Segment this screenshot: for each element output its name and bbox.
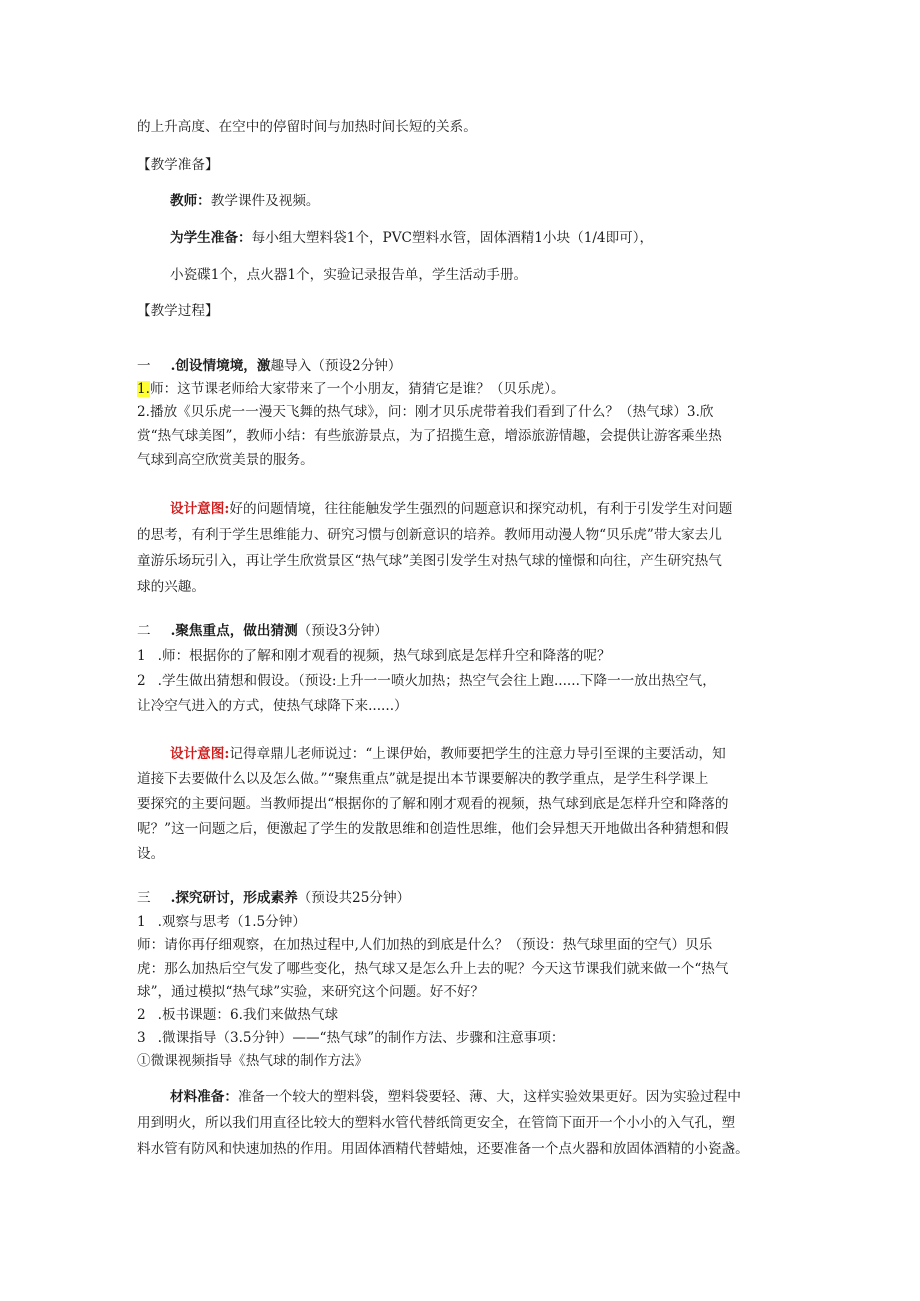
section3-item2-num: 2	[137, 1007, 146, 1023]
section3-material-line1	[170, 1088, 741, 1106]
section1-design-text1: 好的问题情境，往往能触发学生强烈的问题意识和探究动机，有利于引发学生对问题	[229, 501, 733, 517]
section1-item1-num: 1.	[137, 381, 150, 397]
section3-teacher-line2: 虎：那么加热后空气发了哪些变化，热气球又是怎么升上去的呢？今天这节课我们就来做一个“热气	[137, 961, 729, 977]
section3-num: 三	[137, 890, 151, 906]
material-text1: 准备一个较大的塑料袋，塑料袋要轻、薄、大，这样实验效果更好。因为实验过程中	[237, 1089, 741, 1105]
section2-design-line4: 呢？”这一问题之后，便激起了学生的发散思维和创造性思维，他们会异想天开地做出各种猜想和假	[137, 821, 729, 837]
section3-item3	[137, 1029, 565, 1047]
prep-student	[170, 229, 653, 247]
section3-item3-num: 3	[137, 1030, 146, 1046]
section2-item2-text: .学生做出猜想和假设。（预设:上升一一喷火加热；热空气会往上跑......下降一一放出热空气，	[157, 673, 716, 689]
intro-line: 的上升高度、在空中的停留时间与加热时间长短的关系。	[137, 119, 477, 135]
prep-student-2: 小瓷碟1个，点火器1个，实验记录报告单，学生活动手册。	[170, 267, 528, 283]
section3-title-rest: （预设共25分钟）	[297, 890, 411, 906]
section1-item2-line3: 气球到高空欣赏美景的服务。	[137, 452, 314, 468]
section1-design-line3: 童游乐场玩引入，再让学生欣赏景区“热气球”美图引发学生对热气球的憧憬和向往，产生研究热气	[137, 553, 722, 569]
section1-design-line1	[170, 500, 732, 518]
section2-item1-text: .师：根据你的了解和刚才观看的视频，热气球到底是怎样升空和降落的呢？	[157, 648, 611, 664]
section2-design-line3: 要探究的主要问题。当教师提出“根据你的了解和刚才观看的视频，热气球到底是怎样升空和降落的	[137, 796, 729, 812]
teacher-text: 教学课件及视频。	[210, 193, 320, 209]
section3-item1-text: .观察与思考（1.5分钟）	[157, 914, 306, 930]
section1-num: 一	[137, 358, 151, 374]
prep-heading: 【教学准备】	[137, 157, 219, 173]
section2-design-line1	[170, 745, 726, 763]
section3-item2-text: .板书课题：6.我们来做热气球	[157, 1007, 339, 1023]
section1-title-rest: 趣导入（预设2分钟）	[270, 358, 402, 374]
section3-material-line2: 用到明火，所以我们用直径比较大的塑料水管代替纸筒更安全，在管筒下面开一个小小的入气孔，塑	[137, 1115, 736, 1131]
section2-title-rest: （预设3分钟）	[297, 623, 388, 639]
section3-item1	[137, 913, 306, 931]
student-label: 为学生准备：	[170, 230, 252, 246]
section1-item2-line2: 赏“热气球美图”，教师小结：有些旅游景点，为了招揽生意，增添旅游情趣，会提供让游客乘坐热	[137, 428, 722, 444]
section2-item2-num: 2	[137, 673, 146, 689]
section1-item1-text: 师：这节课老师给大家带来了一个小朋友，猜猜它是谁？（贝乐虎）。	[149, 381, 565, 397]
section2-design-label: 设计意图:	[170, 746, 230, 762]
section3-teacher-line1: 师：请你再仔细观察，在加热过程中,人们加热的到底是什么？（预设：热气球里面的空气）贝乐	[137, 937, 713, 953]
teacher-label: 教师：	[170, 193, 211, 209]
section1-heading	[137, 357, 401, 375]
material-label: 材料准备：	[170, 1089, 238, 1105]
section3-material-line3: 料水管有防风和快速加热的作用。用固体酒精代替蜡烛，还要准备一个点火器和放固体酒精的小瓷盏。	[137, 1141, 749, 1157]
section2-design-line2: 道接下去要做什么以及怎么做。”“聚焦重点”就是提出本节课要解决的教学重点，是学生科学课上	[137, 771, 709, 787]
prep-teacher	[170, 192, 320, 210]
section2-item1	[137, 647, 611, 665]
section3-item2	[137, 1006, 338, 1024]
section3-item3-text: .微课指导（3.5分钟）——“热气球”的制作方法、步骤和注意事项：	[157, 1030, 565, 1046]
section3-video-line: ①微课视频指导《热气球的制作方法》	[137, 1053, 369, 1069]
process-heading: 【教学过程】	[137, 303, 219, 319]
section2-design-text1: 记得章鼎儿老师说过：“上课伊始，教师要把学生的注意力导引至课的主要活动，知	[229, 746, 726, 762]
student-text-1: 每小组大塑料袋1个，PVC塑料水管，固体酒精1小块（1/4即可），	[251, 230, 654, 246]
section2-heading	[137, 622, 388, 640]
section3-title: .探究研讨，形成素养	[170, 890, 298, 906]
section2-item2-line2: 让冷空气进入的方式，使热气球降下来......）	[137, 698, 408, 714]
section3-item1-num: 1	[137, 914, 146, 930]
section2-title: .聚焦重点，做出猜测	[170, 623, 298, 639]
section1-title: .创设情境境，激	[170, 358, 271, 374]
section1-design-line2: 的思考，有利于学生思维能力、研究习惯与创新意识的培养。教师用动漫人物“贝乐虎”带大家去儿	[137, 527, 722, 543]
section3-teacher-line3: 球”，通过模拟“热气球”实验，来研究这个问题。好不好？	[137, 984, 485, 1000]
section2-item2	[137, 672, 716, 690]
section3-heading	[137, 889, 410, 907]
section1-design-label: 设计意图:	[170, 501, 230, 517]
section2-num: 二	[137, 623, 151, 639]
section2-item1-num: 1	[137, 648, 146, 664]
section1-design-line4: 球的兴趣。	[137, 579, 205, 595]
section1-item2-line1: 2.播放《贝乐虎一一漫天飞舞的热气球》，问：刚才贝乐虎带着我们看到了什么？（热气球）3.欣	[137, 404, 714, 420]
section1-item1	[137, 380, 565, 398]
section2-design-line5: 设。	[137, 846, 165, 862]
